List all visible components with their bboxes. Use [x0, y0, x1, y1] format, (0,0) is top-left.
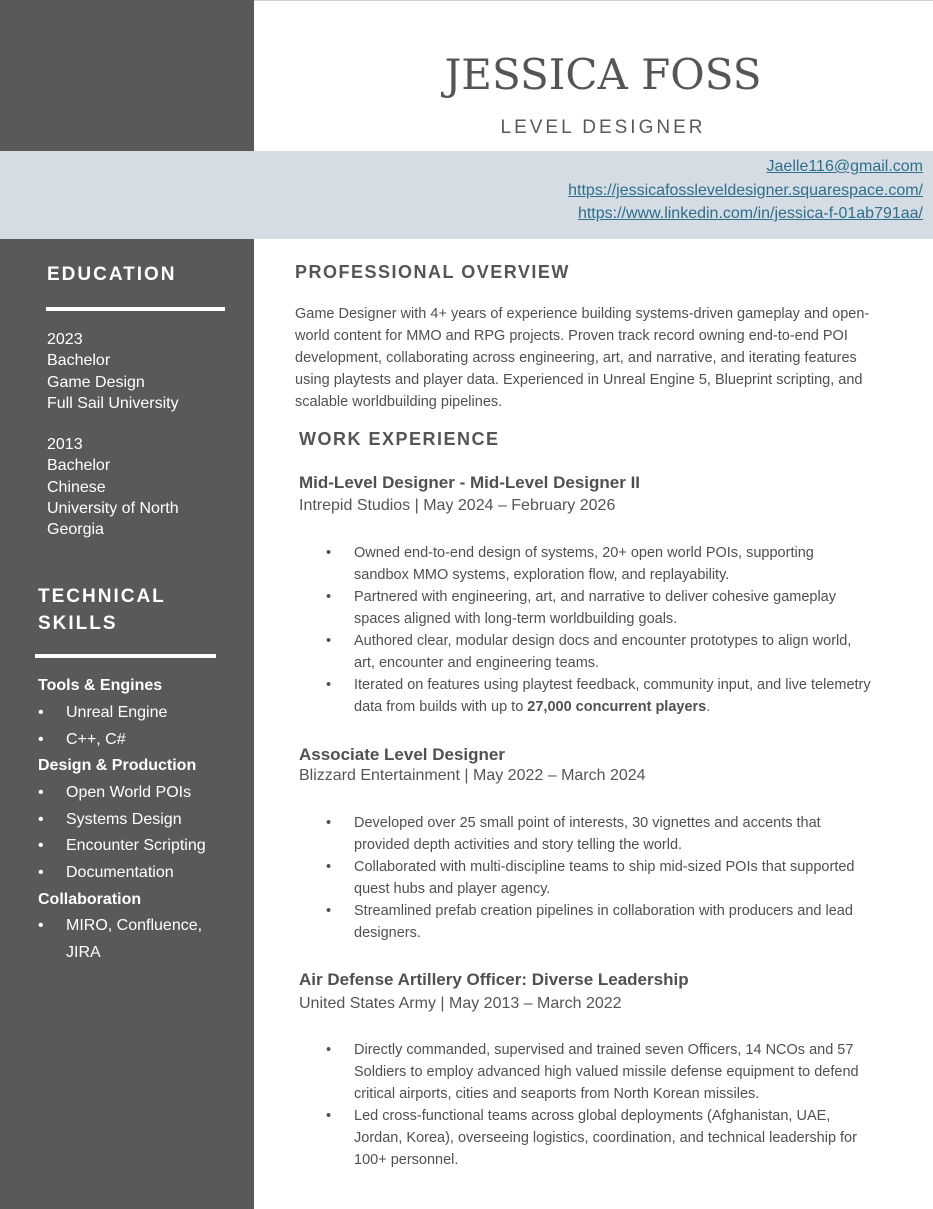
- bullet-icon: •: [326, 815, 332, 831]
- job-bullets: [326, 542, 871, 718]
- website-link[interactable]: https://jessicafossleveldesigner.squarespace.com/: [568, 182, 923, 199]
- bullet-icon: •: [326, 1042, 332, 1058]
- job-bullet: [326, 674, 871, 718]
- bullet-text: Collaborated with multi-discipline teams to ship mid-sized POIs that supported quest hubs and player agency.: [354, 859, 855, 897]
- bullet-text: Directly commanded, supervised and trained seven Officers, 14 NCOs and 57 Soldiers to employ advanced high valued missile defense equipment to defend critical airports, cities and seaports from North Korean missiles.: [354, 1042, 859, 1102]
- bullet-icon: •: [326, 633, 332, 649]
- job-bullets: [326, 812, 871, 944]
- skill-label: Systems Design: [66, 811, 182, 828]
- bullet-icon: •: [326, 677, 332, 693]
- experience-heading: WORK EXPERIENCE: [299, 429, 500, 449]
- bullet-highlight: 27,000 concurrent players: [527, 699, 707, 715]
- bullet-icon: •: [38, 704, 44, 721]
- job-bullet: [326, 542, 871, 586]
- candidate-title: LEVEL DESIGNER: [500, 117, 706, 138]
- education-degree: Bachelor: [47, 352, 111, 370]
- job-bullet: [326, 630, 871, 674]
- education-rule: [46, 307, 225, 311]
- job-company: Blizzard Entertainment | May 2022 – March 2024: [299, 767, 646, 784]
- skill-label: C++, C#: [66, 731, 126, 748]
- bullet-text: Partnered with engineering, art, and narrative to deliver cohesive gameplay spaces aligned with long-term worldbuilding goals.: [354, 589, 836, 627]
- job-bullet: [326, 900, 871, 944]
- job-company: Intrepid Studios | May 2024 – February 2026: [299, 497, 616, 514]
- education-heading: EDUCATION: [47, 264, 177, 285]
- bullet-text-end: .: [706, 699, 711, 715]
- job-title: Air Defense Artillery Officer: Diverse Leadership: [299, 970, 689, 989]
- education-year: 2023: [47, 331, 83, 348]
- skills-rule: [35, 654, 216, 658]
- skill-label: MIRO, Confluence,: [66, 917, 203, 934]
- bullet-icon: •: [326, 1108, 332, 1124]
- bullet-icon: •: [38, 917, 44, 934]
- bullet-icon: •: [38, 837, 44, 854]
- sidebar-top-block: [0, 0, 254, 151]
- bullet-text: Iterated on features using playtest feedback, community input, and live telemetry data from builds with up to: [354, 677, 871, 715]
- job-bullet: [326, 856, 871, 900]
- linkedin-link[interactable]: https://www.linkedin.com/in/jessica-f-01ab791aa/: [577, 205, 923, 222]
- top-border: [254, 0, 933, 1]
- skill-label: Unreal Engine: [66, 704, 168, 721]
- bullet-icon: •: [326, 589, 332, 605]
- bullet-icon: •: [38, 811, 44, 828]
- skills-heading-line: SKILLS: [38, 613, 118, 634]
- overview-text: Game Designer with 4+ years of experience building systems-driven gameplay and open-world content for MMO and RPG projects. Proven track record owning end-to-end POI development, collaborating across engineering, art, and narrative, and iterating features using playtests and player data. Experienced in Unreal Engine 5, Blueprint scripting, and scalable worldbuilding pipelines.: [295, 306, 870, 410]
- education-field: Game Design: [47, 373, 145, 391]
- job-bullet: [326, 1105, 871, 1171]
- skill-label: Encounter Scripting: [66, 837, 206, 854]
- bullet-text: Led cross-functional teams across global deployments (Afghanistan, UAE, Jordan, Korea), overseeing logistics, coordination, and technical leadership for 100+ personnel.: [354, 1108, 857, 1168]
- bullet-icon: •: [326, 545, 332, 561]
- bullet-icon: •: [38, 731, 44, 748]
- education-school: University of North Georgia: [47, 499, 179, 539]
- skill-label: JIRA: [66, 944, 101, 961]
- bullet-text: Owned end-to-end design of systems, 20+ open world POIs, supporting sandbox MMO systems, exploration flow, and replayability.: [354, 545, 814, 583]
- bullet-text: Authored clear, modular design docs and encounter prototypes to align world, art, encounter and engineering teams.: [354, 633, 852, 671]
- skills-heading-line: TECHNICAL: [38, 586, 166, 607]
- job-title: Mid-Level Designer - Mid-Level Designer II: [299, 473, 641, 492]
- skill-category: Tools & Engines: [38, 677, 163, 694]
- skill-label: Documentation: [66, 864, 174, 881]
- email-link[interactable]: Jaelle116@gmail.com: [766, 158, 923, 175]
- candidate-name: JESSICA FOSS: [444, 50, 762, 99]
- bullet-icon: •: [326, 859, 332, 875]
- skill-category: Collaboration: [38, 891, 142, 908]
- bullet-text: Developed over 25 small point of interests, 30 vignettes and accents that provided depth activities and story telling the world.: [354, 815, 821, 853]
- bullet-icon: •: [38, 864, 44, 881]
- job-bullet: [326, 586, 871, 630]
- education-field: Chinese: [47, 478, 106, 496]
- job-bullets: [326, 1039, 871, 1171]
- overview-heading: PROFESSIONAL OVERVIEW: [295, 262, 570, 282]
- bullet-icon: •: [326, 903, 332, 919]
- bullet-text: Streamlined prefab creation pipelines in collaboration with producers and lead designers.: [354, 903, 853, 941]
- job-bullet: [326, 812, 871, 856]
- job-company: United States Army | May 2013 – March 2022: [299, 995, 622, 1012]
- job-title: Associate Level Designer: [299, 745, 505, 764]
- job-bullet: [326, 1039, 871, 1105]
- skill-label: Open World POIs: [66, 784, 192, 801]
- education-year: 2013: [47, 436, 83, 453]
- education-degree: Bachelor: [47, 457, 111, 475]
- bullet-icon: •: [38, 784, 44, 801]
- skills-heading: [38, 583, 166, 637]
- education-entry: [47, 329, 179, 414]
- education-school: Full Sail University: [47, 394, 179, 412]
- skill-category: Design & Production: [38, 757, 197, 774]
- education-entry: [47, 434, 217, 540]
